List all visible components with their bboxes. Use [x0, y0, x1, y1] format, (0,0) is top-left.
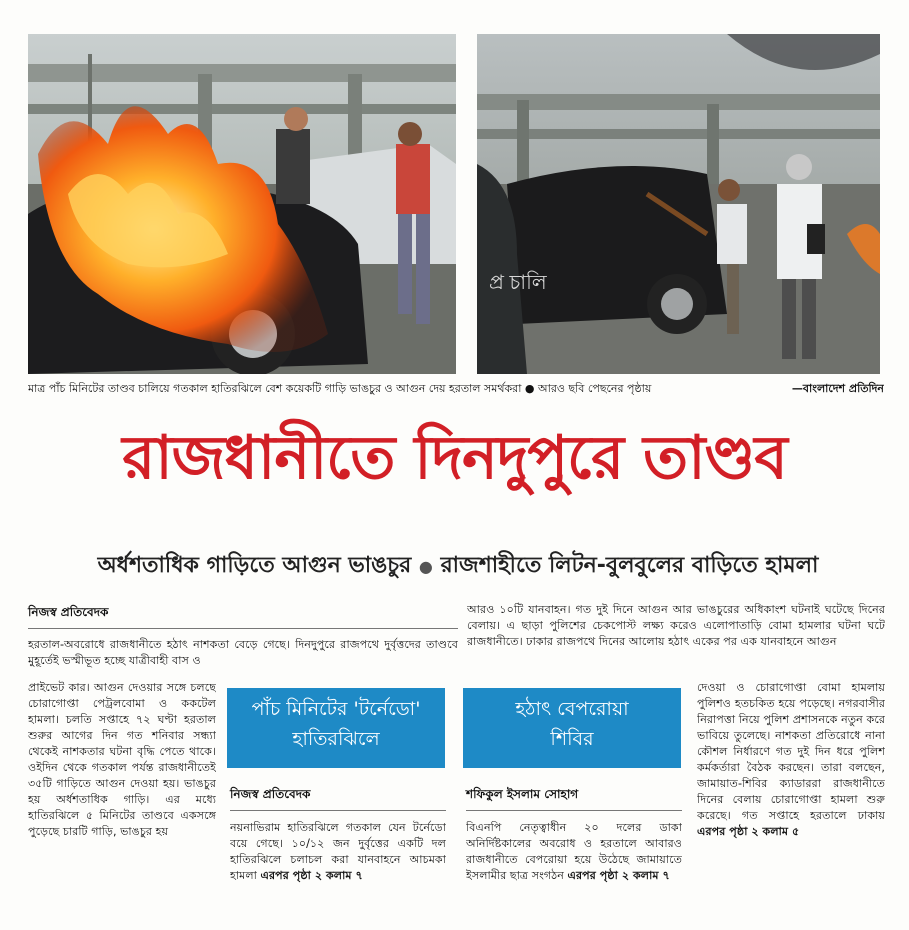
- story2-byline: নিজস্ব প্রতিবেদক: [230, 787, 311, 801]
- story3-title-line1: হঠাৎ বেপরোয়া: [515, 698, 629, 720]
- byline-rule: [28, 628, 458, 629]
- story2-title-line2: হাতিরঝিলে: [292, 728, 380, 750]
- car-smashing-photo: [477, 34, 880, 374]
- main-col4: [697, 680, 885, 920]
- subhead-part2: রাজশাহীতে লিটন-বুলবুলের বাড়িতে হামলা: [440, 553, 819, 578]
- story2-continue: এরপর পৃষ্ঠা ২ কলাম ৭: [260, 869, 363, 882]
- story3-text: [466, 820, 682, 920]
- caption-text: মাত্র পাঁচ মিনিটের তাণ্ডব চালিয়ে গতকাল হাতিরঝিলে বেশ কয়েকটি গাড়ি ভাঙচুর ও আগুন দেয় হরতাল সমর্থকরা ● আরও ছবি পেছনের পৃষ্ঠায়: [28, 382, 652, 395]
- photo-caption: [28, 380, 884, 399]
- banner-text: প্র চালি: [489, 272, 547, 294]
- main-byline: নিজস্ব প্রতিবেদক: [28, 605, 109, 619]
- story2-body: নয়নাভিরাম হাতিরঝিলে গতকাল যেন টর্নেডো বয়ে গেছে। ১০/১২ জন দুর্বৃত্তের একটি দল হাতিরঝিলে চলাচল করা যানবাহনে আচমকা হামলা: [230, 821, 446, 882]
- subhead-part1: অর্ধশতাধিক গাড়িতে আগুন ভাঙচুর: [97, 553, 412, 578]
- subheadline: [18, 548, 898, 585]
- story3-headline-box: [463, 688, 681, 768]
- car-fire-photo: [28, 34, 456, 374]
- main-top-right: আরও ১০টি যানবাহন। গত দুই দিনে আগুন আর ভাঙচুরের অধিকাংশ ঘটনাই ঘটেছে দিনের বেলায়। এ ছাড়া পুলিশের চেকপোস্ট লক্ষ্য করেও এলোপাতাড়ি বোমা হামলার ঘটনা ঘটে রাজধানীতে। ঢাকার রাজপথে দিনের আলোয় হঠাৎ একের পর এক যানবাহনে আগুন: [467, 603, 885, 648]
- main-lead: হরতাল-অবরোধে রাজধানীতে হঠাৎ নাশকতা বেড়ে গেছে। দিনদুপুরে রাজপথে দুর্বৃত্তদের তাণ্ডবে মুহূর্তেই ভস্মীভূত হচ্ছে যাত্রীবাহী বাস ও: [28, 638, 458, 667]
- main-col4-text: দেওয়া ও চোরাগোপ্তা বোমা হামলায় পুলিশও হতচকিত হয়ে পড়েছে। নগরবাসীর নিরাপত্তা নিয়ে পুলিশ প্রশাসনকে নতুন করে ভাবিয়ে তুলেছে। নাশকতা প্রতিরোধে নানা কৌশল নির্ধারণে গত দুই দিন ধরে পুলিশ কর্মকর্তারা বৈঠক করছেন। তারা বলছেন, জামায়াত-শিবির ক্যাডাররা রাজধানীতে দিনের বেলায় চোরাগোপ্তা হামলা শুরু করেছে। গত সপ্তাহে হরতালে ঢাকায়: [697, 681, 885, 822]
- main-col1: প্রাইভেট কার। আগুন দেওয়ার সঙ্গে চলছে চোরাগোপ্তা পেট্রলবোমা ও ককটেল হামলা। চলতি সপ্তাহে ৭২ ঘণ্টা হরতাল শুরুর আগের দিন গত শনিবার সন্ধ্যা থেকেই নাশকতার ঘটনা বৃদ্ধি পেতে থাকে। ওইদিন থেকে গতকাল পর্যন্ত রাজধানীতেই ৩৫টি গাড়িতে আগুন দেওয়া হয়। ভাঙচুর হয় অর্ধশতাধিক গাড়ি। এর মধ্যে হাতিরঝিলে ৫ মিনিটের তাণ্ডবে একসঙ্গে পুড়েছে চারটি গাড়ি, ভাঙচুর হয়: [28, 681, 216, 838]
- story3-body: বিএনপি নেতৃত্বাধীন ২০ দলের ডাকা অনির্দিষ্টকালের অবরোধ ও হরতালে আবারও রাজধানীতে বেপরোয়া হয়ে উঠেছে জামায়াতে ইসলামীর ছাত্র সংগঠন: [466, 821, 682, 882]
- main-continue: এরপর পৃষ্ঠা ২ কলাম ৫: [697, 825, 800, 838]
- story2-text: [230, 820, 446, 920]
- story3-title-line2: শিবির: [550, 728, 594, 750]
- story3-continue: এরপর পৃষ্ঠা ২ কলাম ৭: [567, 869, 670, 882]
- bullet-icon: ●: [418, 557, 433, 576]
- story2-headline-box: [227, 688, 445, 768]
- headline: রাজধানীতে দিনদুপুরে তাণ্ডব: [122, 423, 787, 493]
- story2-rule: [230, 810, 446, 811]
- story3-byline: শফিকুল ইসলাম সোহাগ: [466, 787, 579, 801]
- story3-rule: [466, 810, 682, 811]
- photo-credit: —বাংলাদেশ প্রতিদিন: [786, 380, 884, 399]
- story2-title-line1: পাঁচ মিনিটের 'টর্নেডো': [251, 698, 421, 720]
